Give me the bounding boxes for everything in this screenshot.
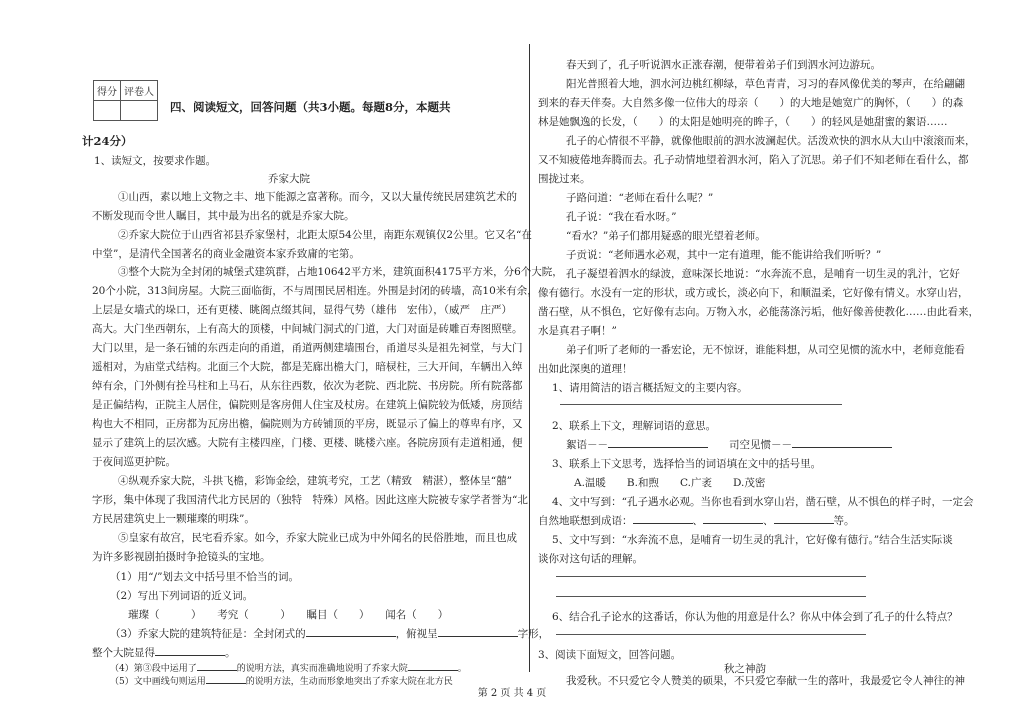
grader-cell: [121, 101, 158, 121]
answer-blank[interactable]: [155, 644, 225, 656]
passage-line: 到来的春天伴奏。大自然多像一位伟大的母亲（ ）的大地是她宽广的胸怀，（ ）的森: [538, 97, 964, 109]
passage3-line: 我爱秋。不只爱它令人赞美的硕果，不只爱它奉献一生的落叶，我最爱它令人神往的神: [566, 675, 965, 687]
answer-blank[interactable]: [703, 512, 763, 524]
subquestion-2: （2）写出下列词语的近义词。: [110, 590, 254, 602]
passage-line: 于夜间巡更护院。: [92, 456, 176, 468]
passage-line: 又不知疲倦地奔腾而去。孔子动情地望着泗水河，陷入了沉思。弟子们不知老师在看什么，都: [538, 154, 969, 166]
q3-text: （3）乔家大院的建筑特征是：全封闭式的: [110, 628, 306, 640]
answer-blank[interactable]: [408, 659, 458, 671]
column-divider: [529, 44, 530, 672]
passage-line: ①山西，素以地上文物之丰、地下能源之富著称。而今，又以大量传统民居建筑艺术的: [118, 191, 517, 203]
passage-line: 像有德行。水没有一定的形状，或方或长，淡必向下，和顺温柔，它好像有情义。水穿山岩，: [538, 287, 969, 299]
passage-line: 字形，集中体现了我国清代北方民居的（独特 特殊）风格。因此这座大院被专家学者誉为“北: [92, 494, 528, 506]
question-3: 3、联系上下文思考，选择恰当的词语填在文中的括号里。: [552, 458, 822, 470]
passage-line: ④纵观乔家大院，斗拱飞檐，彩饰金绘，建筑考究，工艺（精致 精湛），整体呈“囍”: [118, 475, 512, 487]
q3-mid: ，俯视呈: [395, 628, 438, 640]
passage-line: ②乔家大院位于山西省祁县乔家堡村，北距太原54公里，南距东观镇仅2公里。它又名“在: [118, 229, 532, 241]
passage-line: 不断发现而令世人瞩目，其中最为出名的就是乔家大院。: [92, 210, 355, 222]
question-2: 2、联系上下文，理解词语的意思。: [552, 420, 717, 432]
passage-line: 围拢过来。: [538, 173, 591, 185]
question-1: 1、读短文，按要求作题。: [94, 155, 217, 167]
question-1: 1、请用简洁的语言概括短文的主要内容。: [552, 382, 748, 394]
passage3-title: 秋之神韵: [724, 663, 766, 675]
passage-title: 乔家大院: [268, 173, 310, 185]
answer-blank[interactable]: [306, 625, 396, 637]
question-3-options: A.温暖 B.和煦 C.广袤 D.茂密: [574, 477, 766, 489]
passage-line: 遥相对，为庙堂式结构。北面三个大院，都是芜廊出檐大门，暗棂柱，三大开间，车辆出入绰: [92, 361, 523, 373]
subquestion-5: （5）文中画线句则运用 的说明方法，生动而形象地突出了乔家大院在北方民: [110, 672, 453, 688]
q3-end: 字形，: [517, 628, 550, 640]
passage-line: “看水？”弟子们都用疑惑的眼光望着老师。: [566, 230, 766, 242]
answer-blank[interactable]: [438, 625, 518, 637]
score-label: 得分: [94, 81, 121, 101]
synonym-blanks: 璀璨（ ） 考究（ ） 瞩目（ ） 闻名（ ）: [128, 609, 449, 621]
passage-line: 凿石壁，从不惧色，它好像有志向。万物入水，必能荡涤污垢，他好像善使教化……由此看来，: [538, 306, 979, 318]
passage-line: 显示了建筑上的层次感。大院有主楼四座，门楼、更楼、眺楼六座。各院房顶有走道相通，便: [92, 437, 523, 449]
section-title-cont: 计24分）: [82, 134, 133, 148]
answer-blank[interactable]: [633, 512, 693, 524]
passage-line: 阳光普照着大地，泗水河边桃红柳绿，草色青青，习习的春风像优美的琴声，在给翩翩: [566, 78, 965, 90]
passage-line: 林是她飘逸的长发，（ ）的太阳是她明亮的眸子，（ ）的轻风是她甜蜜的絮语……: [538, 116, 948, 128]
passage-line: 孔子的心情很不平静，就像他眼前的泗水波澜起伏。活泼欢快的泗水从大山中滚滚而来，: [566, 135, 976, 147]
passage-line: 为许多影视剧拍摄时争抢镜头的宝地。: [92, 551, 271, 563]
subquestion-1: （1）用“/”划去文中括号里不恰当的词。: [110, 571, 299, 583]
question-5-cont: 谈你对这句话的理解。: [538, 553, 643, 565]
passage-line: 孔子凝望着泗水的绿波，意味深长地说：“水奔流不息，是哺育一切生灵的乳汁，它好: [566, 268, 960, 280]
passage-line: 是正偏结构，正院主人居住，偏院则是客房佣人住宝及杖房。在建筑上偏院较为低矮，房顶结: [92, 399, 523, 411]
passage-line: 高大。大门坐西朝东，上有高大的顶楼，中间城门洞式的门道，大门对面是砖雕百寿图照壁。: [92, 323, 523, 335]
section-title: 四、阅读短文，回答问题（共3小题。每题8分，本题共: [170, 100, 451, 114]
passage-line: 出如此深奥的道理！: [538, 363, 633, 375]
question-2-blanks: 絮语－－ 司空见惯－－: [566, 436, 892, 455]
passage-line: 绰有余，门外侧有拴马柱和上马石，从东往西数，依次为老院、西北院、书房院。所有院落都: [92, 380, 523, 392]
passage-line: 中堂”，是清代全国著名的商业金融资本家乔致庸的宅第。: [92, 248, 360, 260]
answer-line[interactable]: [560, 404, 842, 405]
passage-line: 子路问道：“老师在看什么呢？”: [566, 192, 714, 204]
question-4-blanks: 自然地联想到成语： 、 、 等。: [538, 512, 855, 531]
passage-line: 春天到了，孔子听说泗水正涨春潮，便带着弟子们到泗水河边游玩。: [566, 59, 881, 71]
passage-line: 方民居建筑史上一颗璀璨的明珠”。: [92, 513, 255, 525]
answer-blank[interactable]: [792, 436, 892, 448]
answer-line[interactable]: [556, 596, 866, 597]
passage-line: ③整个大院为全封闭的城堡式建筑群，占地10642平方米，建筑面积4175平方米，分6个大院，: [118, 266, 563, 278]
passage-line: 水是真君子啊！”: [538, 325, 617, 337]
answer-line[interactable]: [556, 634, 866, 635]
passage-line: 构也大不相同，正房都为瓦房出檐，偏院则为方砖铺顶的平房，既显示了偏上的尊卑有序，又: [92, 418, 523, 430]
answer-blank[interactable]: [774, 512, 834, 524]
passage-line: ⑤皇家有故宫，民宅看乔家。如今，乔家大院业已成为中外闻名的民俗胜地，而且也成: [118, 532, 517, 544]
grader-label: 评卷人: [121, 81, 158, 101]
score-box: [93, 80, 158, 121]
question-4: 4、文中写到：“孔子遇水必观。当你也看到水穿山岩，凿石壁，从不惧色的样子时，一定会: [552, 496, 974, 508]
passage-line: 大门以里，是一条石铺的东西走向的甬道，甬道两侧建墙围台，甬道尽头是祖先祠堂，与大门: [92, 342, 523, 354]
passage-line: 孔子说：“我在看水呀。”: [566, 211, 677, 223]
passage-line: 上层是女墙式的垛口，还有更楼、眺阁点缀其间，显得气势（雄伟 宏伟），（威严 庄严）: [92, 304, 512, 316]
question-3-read: 3、阅读下面短文，回答问题。: [538, 649, 682, 661]
q3-line2: 整个大院显得: [92, 647, 155, 659]
subquestion-4: （4）第③段中运用了 的说明方法，真实而准确地说明了乔家大院 。: [110, 659, 467, 675]
page-footer: 第 2 页 共 4 页: [477, 688, 547, 699]
passage-line: 20个小院，313间房屋。大院三面临街，不与周围民居相连。外围是封闭的砖墙，高10米有余，: [92, 285, 538, 297]
passage-line: 弟子们听了老师的一番宏论，无不惊讶，谁能料想，从司空见惯的流水中，老师竟能看: [566, 344, 965, 356]
subquestion-3: [110, 625, 549, 644]
answer-blank[interactable]: [608, 436, 708, 448]
answer-blank[interactable]: [197, 659, 237, 671]
answer-line[interactable]: [556, 576, 866, 577]
question-6: 6、结合孔子论水的这番话，你认为他的用意是什么？你从中体会到了孔子的什么特点？: [552, 611, 958, 623]
question-5: 5、文中写到：“水奔流不息，是哺育一切生灵的乳汁，它好像有德行。”结合生活实际谈: [552, 534, 953, 546]
answer-blank[interactable]: [206, 672, 246, 684]
passage-line: 子贡说：“老师遇水必观，其中一定有道理，能不能讲给我们听听？”: [566, 249, 882, 261]
score-cell: [94, 101, 121, 121]
period: 。: [225, 647, 236, 659]
